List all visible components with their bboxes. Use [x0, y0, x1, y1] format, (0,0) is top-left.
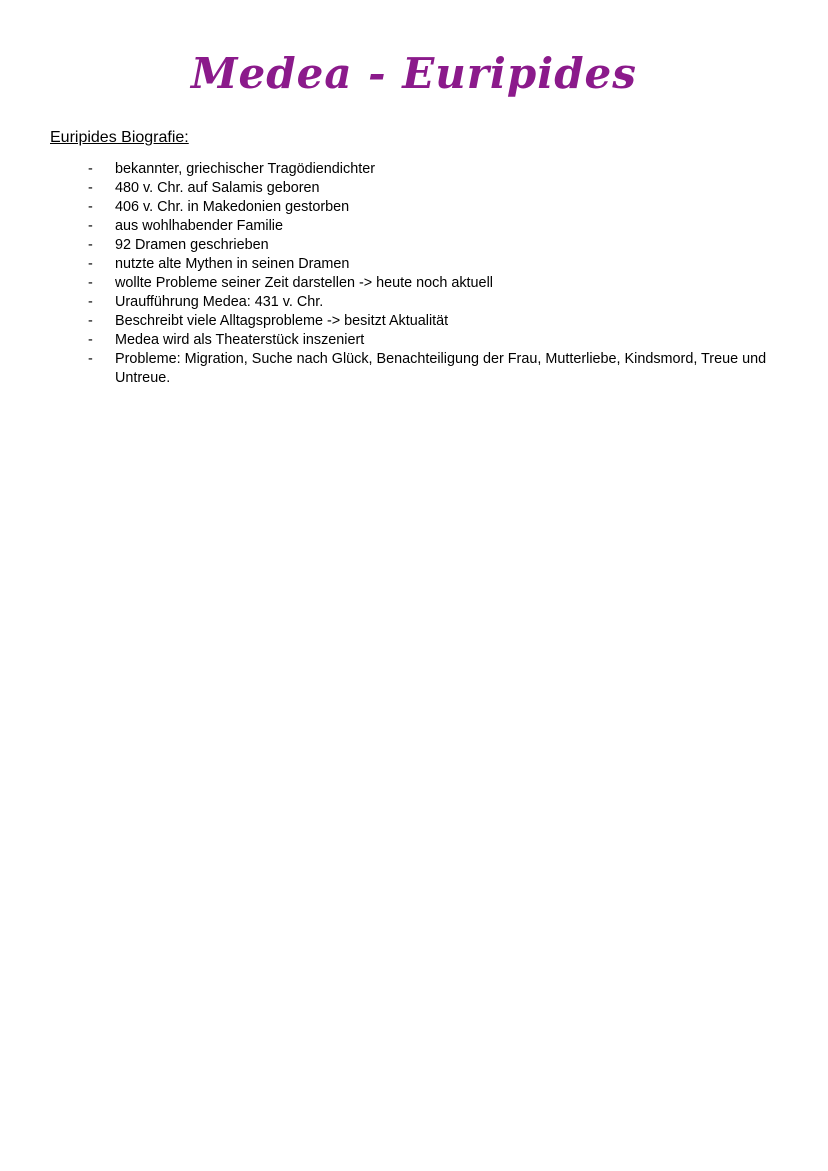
list-item — [88, 236, 788, 255]
list-item — [88, 160, 788, 179]
list-item-text: bekannter, griechischer Tragödiendichter — [115, 161, 375, 177]
list-item — [88, 331, 788, 350]
list-item — [88, 312, 788, 331]
bullet-dash: - — [88, 237, 93, 253]
bullet-dash: - — [88, 313, 93, 329]
biography-list — [88, 160, 788, 388]
list-item-text: 480 v. Chr. auf Salamis geboren — [115, 180, 320, 196]
bullet-dash: - — [88, 332, 93, 348]
list-item-text: 92 Dramen geschrieben — [115, 237, 269, 253]
bullet-dash: - — [88, 275, 93, 291]
list-item-text: Probleme: Migration, Suche nach Glück, Benachteiligung der Frau, Mutterliebe, Kindsmord, Treue und Untreue. — [115, 351, 767, 386]
bullet-dash: - — [88, 294, 93, 310]
list-item — [88, 293, 788, 312]
list-item-text: aus wohlhabender Familie — [115, 218, 283, 234]
bullet-dash: - — [88, 199, 93, 215]
list-item-text: Beschreibt viele Alltagsprobleme -> besitzt Aktualität — [115, 313, 449, 329]
bullet-dash: - — [88, 351, 93, 367]
list-item — [88, 350, 788, 388]
list-item-text: nutzte alte Mythen in seinen Dramen — [115, 256, 350, 272]
bullet-dash: - — [88, 218, 93, 234]
list-item — [88, 179, 788, 198]
list-item — [88, 217, 788, 236]
list-item — [88, 255, 788, 274]
list-item-text: wollte Probleme seiner Zeit darstellen -> heute noch aktuell — [115, 275, 493, 291]
list-item — [88, 274, 788, 293]
page-title: Medea - Euripides — [191, 49, 637, 98]
list-item-text: 406 v. Chr. in Makedonien gestorben — [115, 199, 350, 215]
bullet-dash: - — [88, 256, 93, 272]
list-item-text: Medea wird als Theaterstück inszeniert — [115, 332, 365, 348]
list-item — [88, 198, 788, 217]
list-item-text: Uraufführung Medea: 431 v. Chr. — [115, 294, 324, 310]
section-heading: Euripides Biografie: — [50, 129, 189, 146]
bullet-dash: - — [88, 161, 93, 177]
bullet-dash: - — [88, 180, 93, 196]
